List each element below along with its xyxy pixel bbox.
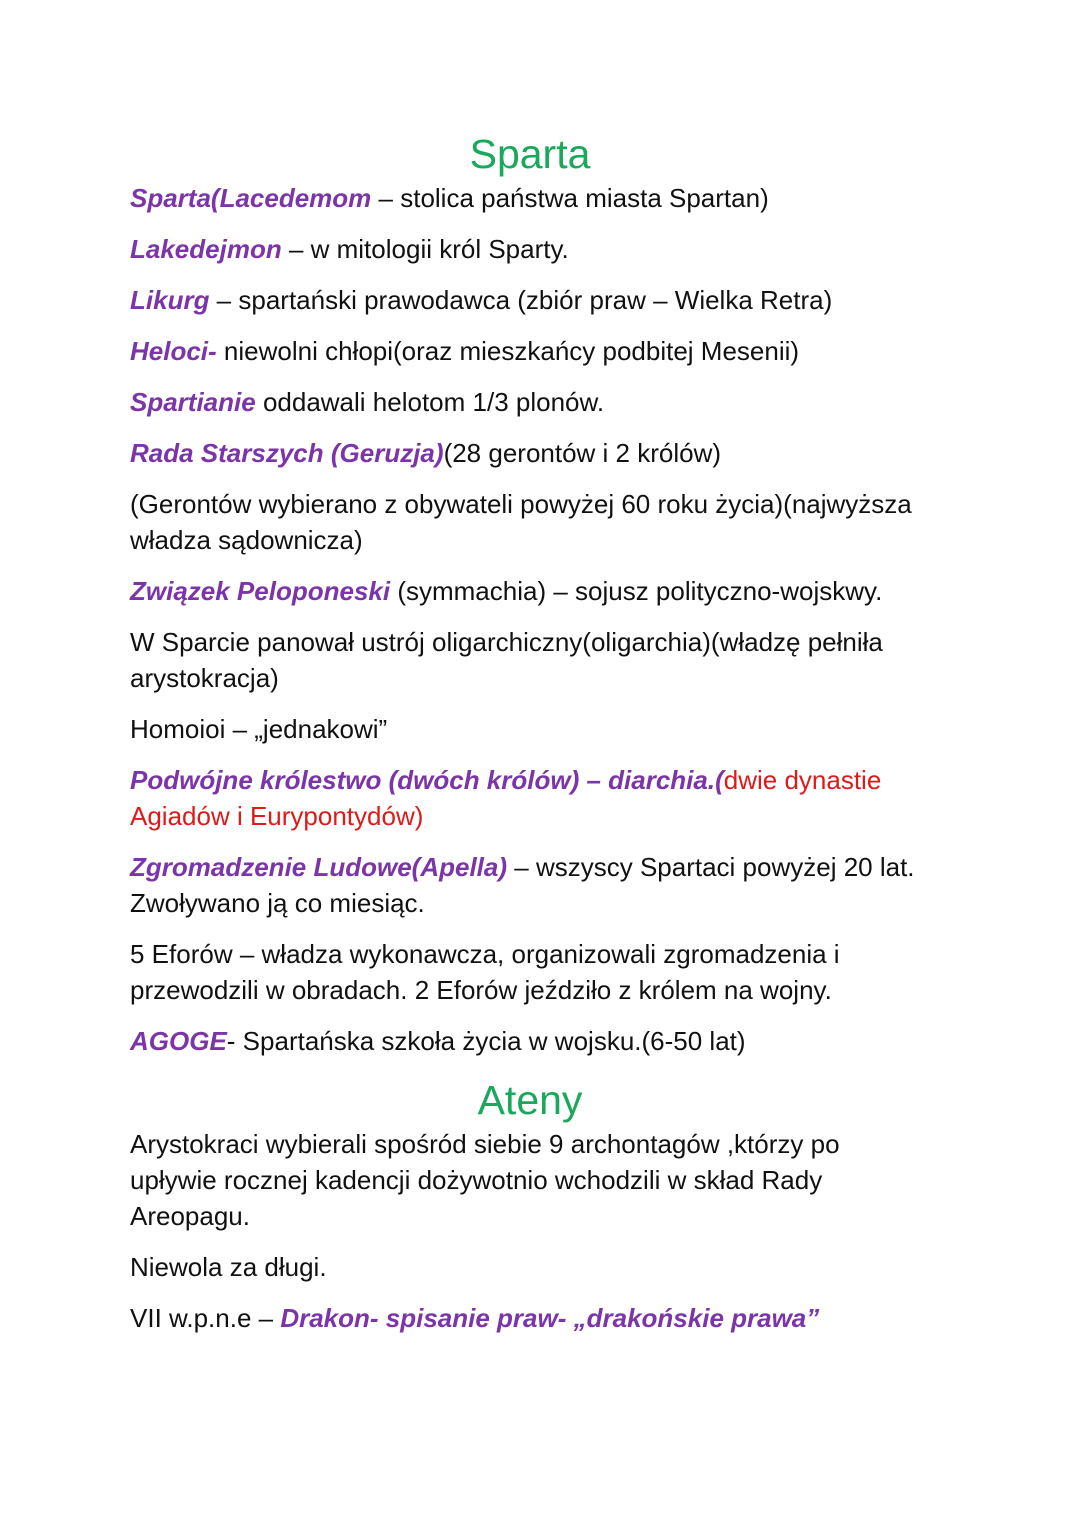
term: Drakon- spisanie praw- „drakońskie prawa” bbox=[280, 1303, 820, 1333]
term: AGOGE bbox=[130, 1026, 227, 1056]
entry-text: – wszyscy Spartaci powyżej 20 lat. Zwoływano ją co miesiąc. bbox=[130, 852, 915, 918]
term: Lakedejmon bbox=[130, 234, 282, 264]
entry-spartianie bbox=[130, 384, 930, 420]
entry-sparta-lacedemom bbox=[130, 180, 930, 216]
term: Rada Starszych (Geruzja) bbox=[130, 438, 444, 468]
entry-heloci bbox=[130, 333, 930, 369]
term: Związek Peloponeski bbox=[130, 576, 391, 606]
document-content bbox=[130, 128, 930, 1351]
entry-text: oddawali helotom 1/3 plonów. bbox=[255, 387, 605, 417]
entry-agoge bbox=[130, 1023, 930, 1059]
entry-podwojne-krolestwo bbox=[130, 762, 930, 834]
entry-prefix: VII w.p.n.e – bbox=[130, 1303, 281, 1333]
term: Sparta(Lacedemom bbox=[130, 183, 372, 213]
entry-text: (28 gerontów i 2 królów) bbox=[443, 438, 722, 468]
heading-ateny: Ateny bbox=[477, 1077, 583, 1123]
entry-ustroj: W Sparcie panował ustrój oligarchiczny(oligarchia)(władzę pełniła arystokracja) bbox=[130, 627, 883, 693]
term: Likurg bbox=[130, 285, 210, 315]
heading-sparta: Sparta bbox=[469, 131, 591, 177]
term: Spartianie bbox=[130, 387, 256, 417]
entry-zwiazek-peloponeski bbox=[130, 573, 930, 609]
term: Podwójne królestwo (dwóch królów) – diarchia.( bbox=[130, 765, 724, 795]
entry-text: – stolica państwa miasta Spartan) bbox=[371, 183, 769, 213]
entry-eforowie: 5 Eforów – władza wykonawcza, organizowali zgromadzenia i przewodzili w obradach. 2 Eforów jeździło z królem na wojny. bbox=[130, 939, 840, 1005]
entry-text: – w mitologii król Sparty. bbox=[281, 234, 569, 264]
entry-lakedejmon bbox=[130, 231, 930, 267]
entry-likurg bbox=[130, 282, 930, 318]
entry-gerontow: (Gerontów wybierano z obywateli powyżej 60 roku życia)(najwyższa władza sądownicza) bbox=[130, 489, 912, 555]
entry-arystokraci: Arystokraci wybierali spośród siebie 9 archontagów ,którzy po upływie rocznej kadencji dożywotnio wchodzili w skład Rady Areopagu. bbox=[130, 1129, 840, 1231]
entry-text: (symmachia) – sojusz polityczno-wojskwy. bbox=[390, 576, 883, 606]
entry-text: - Spartańska szkoła życia w wojsku.(6-50 lat) bbox=[226, 1026, 746, 1056]
entry-text: niewolni chłopi(oraz mieszkańcy podbitej Mesenii) bbox=[216, 336, 800, 366]
entry-drakon bbox=[130, 1300, 930, 1336]
entry-homoioi: Homoioi – „jednakowi” bbox=[130, 714, 388, 744]
term: Heloci- bbox=[130, 336, 217, 366]
entry-zgromadzenie-ludowe bbox=[130, 849, 930, 921]
entry-niewola: Niewola za długi. bbox=[130, 1252, 327, 1282]
entry-text-red: dwie dynastie Agiadów i Eurypontydów) bbox=[130, 765, 882, 831]
entry-rada-starszych bbox=[130, 435, 930, 471]
term: Zgromadzenie Ludowe(Apella) bbox=[130, 852, 508, 882]
entry-text: – spartański prawodawca (zbiór praw – Wielka Retra) bbox=[209, 285, 833, 315]
